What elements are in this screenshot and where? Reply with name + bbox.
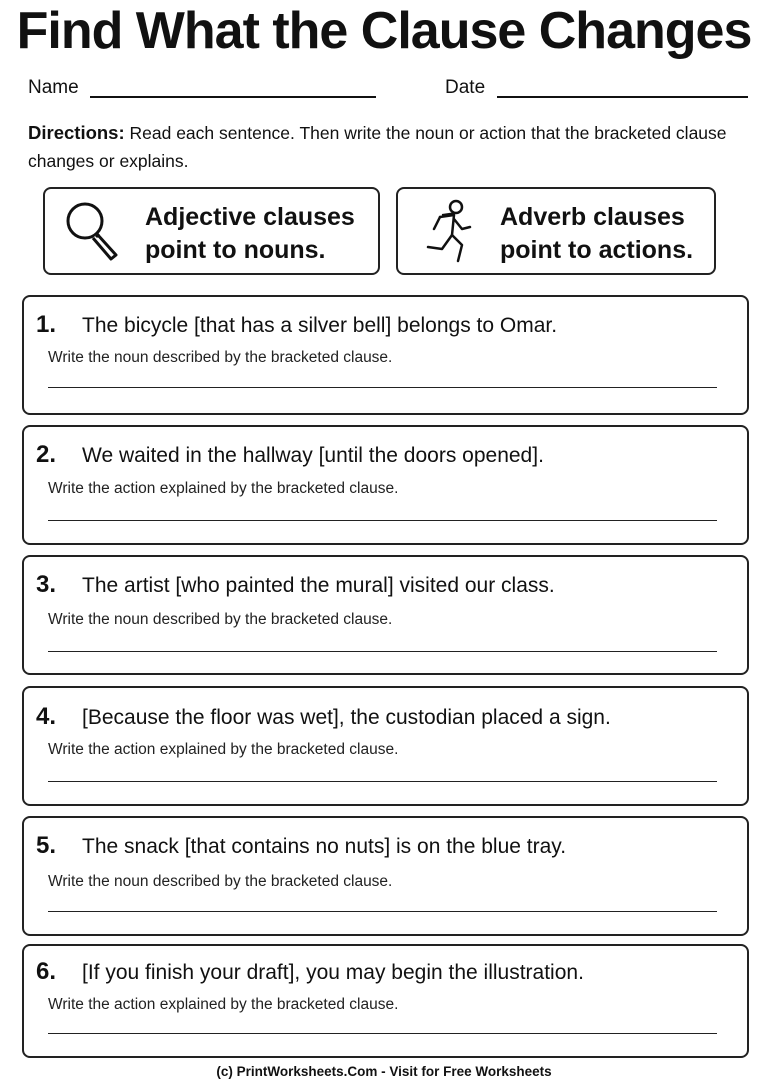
- question-instruction: Write the noun described by the bracketed clause.: [48, 611, 393, 628]
- question-instruction: Write the action explained by the bracketed clause.: [48, 480, 399, 497]
- question-sentence: The artist [who painted the mural] visited our class.: [82, 574, 555, 597]
- question-sentence: The snack [that contains no nuts] is on the blue tray.: [82, 835, 567, 858]
- question-1: [22, 295, 749, 415]
- answer-line[interactable]: [48, 651, 717, 652]
- footer-credit: (c) PrintWorksheets.Com - Visit for Free Worksheets: [216, 1064, 552, 1079]
- question-6: [22, 944, 749, 1058]
- answer-line[interactable]: [48, 1033, 717, 1034]
- question-sentence: We waited in the hallway [until the doors opened].: [82, 444, 544, 467]
- tip-line-2: point to nouns.: [145, 236, 326, 264]
- question-sentence: [Because the floor was wet], the custodian placed a sign.: [82, 706, 611, 729]
- answer-line[interactable]: [48, 520, 717, 521]
- question-number: 1.: [36, 311, 57, 338]
- tip-line-1: Adverb clauses: [500, 203, 685, 231]
- question-number: 4.: [36, 703, 57, 730]
- question-sentence: The bicycle [that has a silver bell] belongs to Omar.: [82, 314, 558, 337]
- tip-line-2: point to actions.: [500, 236, 694, 264]
- name-field[interactable]: [28, 76, 378, 102]
- worksheet-title: Find What the Clause Changes: [16, 2, 752, 60]
- directions-text: Read each sentence. Then write the noun or action that the bracketed clause changes or explains.: [28, 123, 727, 171]
- question-instruction: Write the noun described by the bracketed clause.: [48, 873, 393, 890]
- question-sentence: [If you finish your draft], you may begin the illustration.: [82, 961, 584, 984]
- adjective-clause-tip: [43, 187, 380, 275]
- answer-line[interactable]: [48, 387, 717, 388]
- magnifying-glass-icon: [63, 199, 125, 268]
- date-field[interactable]: [445, 76, 748, 102]
- question-number: 3.: [36, 571, 57, 598]
- answer-line[interactable]: [48, 911, 717, 912]
- question-number: 5.: [36, 832, 57, 859]
- question-5: [22, 816, 749, 936]
- question-4: [22, 686, 749, 806]
- name-label: Name: [28, 77, 79, 98]
- running-person-icon: [414, 199, 478, 272]
- directions-label: Directions:: [28, 122, 125, 143]
- adverb-clause-tip: [396, 187, 716, 275]
- question-instruction: Write the action explained by the bracketed clause.: [48, 741, 399, 758]
- question-number: 2.: [36, 441, 57, 468]
- question-3: [22, 555, 749, 675]
- date-label: Date: [445, 77, 486, 98]
- tip-line-1: Adjective clauses: [145, 203, 355, 231]
- question-number: 6.: [36, 958, 57, 985]
- answer-line[interactable]: [48, 781, 717, 782]
- directions: [28, 119, 728, 175]
- name-line[interactable]: [90, 96, 376, 98]
- question-instruction: Write the noun described by the bracketed clause.: [48, 349, 393, 366]
- question-2: [22, 425, 749, 545]
- question-instruction: Write the action explained by the bracketed clause.: [48, 996, 399, 1013]
- date-line[interactable]: [497, 96, 748, 98]
